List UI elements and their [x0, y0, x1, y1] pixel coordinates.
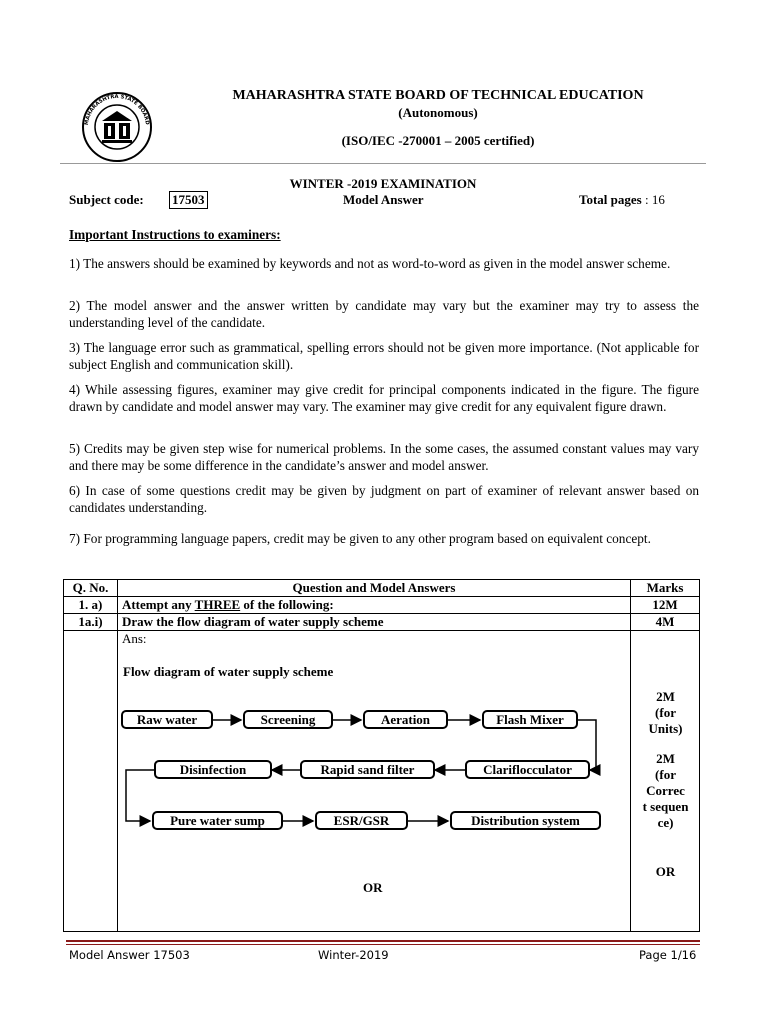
row-marks: 4M: [631, 614, 700, 631]
subject-code-value: 17503: [169, 191, 208, 209]
row-question-post: of the following:: [240, 597, 334, 612]
answer-label: Ans:: [121, 631, 147, 646]
header-qno: Q. No.: [64, 580, 118, 597]
diagram-title: Flow diagram of water supply scheme: [123, 664, 334, 679]
marks-units: [631, 689, 700, 737]
model-answer-label: Model Answer: [343, 192, 424, 207]
total-pages-value: : 16: [644, 192, 665, 207]
instruction-item: 2) The model answer and the answer written by candidate may vary but the examiner may try to assess the understanding level of the candidate.: [69, 298, 699, 330]
flow-box-clariflocculator: Clariflocculator: [465, 760, 590, 779]
flow-box-aeration: Aeration: [363, 710, 448, 729]
row-question: Draw the flow diagram of water supply scheme: [117, 614, 630, 631]
footer-right: Page 1/16: [639, 948, 697, 962]
board-title: MAHARASHTRA STATE BOARD OF TECHNICAL EDUCATION: [232, 88, 644, 103]
row-question-em: THREE: [194, 597, 241, 612]
marks-line: (for: [655, 767, 676, 782]
flow-box-rapid-sand-filter: Rapid sand filter: [300, 760, 435, 779]
instruction-item: 7) For programming language papers, credit may be given to any other program based on equivalent concept.: [69, 531, 651, 546]
flow-box-esr-gsr: ESR/GSR: [315, 811, 408, 830]
subject-code-label: Subject code:: [69, 192, 144, 207]
flow-box-disinfection: Disinfection: [154, 760, 272, 779]
board-autonomous: (Autonomous): [398, 105, 478, 120]
row-qno: 1a.i): [64, 614, 118, 631]
footer-rule-thick: [66, 940, 700, 942]
instruction-item: 5) Credits may be given step wise for numerical problems. In the some cases, the assumed constant values may vary and there may be some difference in the candidate’s answer and model answer.: [69, 441, 699, 473]
instruction-item: 6) In case of some questions credit may be given by judgment on part of examiner of relevant answer based on candidates understanding.: [69, 483, 699, 515]
logo-text: MAHARASHTRA STATE BOARD: [83, 93, 150, 126]
arrow-disinfection-to-sump: [126, 770, 154, 821]
marks-line: Correc: [646, 783, 685, 798]
total-pages-label: Total pages: [579, 192, 642, 207]
marks-line: Units): [648, 721, 683, 736]
footer-rule-thin: [66, 944, 700, 945]
marks-line: t sequen: [642, 799, 689, 814]
answer-or: OR: [363, 880, 383, 895]
board-certification: (ISO/IEC -270001 – 2005 certified): [341, 133, 535, 148]
header-answer: Question and Model Answers: [117, 580, 630, 597]
flow-box-screening: Screening: [243, 710, 333, 729]
header-marks: Marks: [631, 580, 700, 597]
flow-box-pure-water-sump: Pure water sump: [152, 811, 283, 830]
flow-box-flash-mixer: Flash Mixer: [482, 710, 578, 729]
instruction-item: 4) While assessing figures, examiner may give credit for principal components indicated in the figure. The figure drawn by candidate and model answer may vary. The examiner may give credit for any equivalent figure drawn.: [69, 382, 699, 414]
marks-line: ce): [657, 815, 674, 830]
flow-box-raw-water: Raw water: [121, 710, 213, 729]
marks-line: 2M: [656, 689, 675, 704]
instruction-item: 1) The answers should be examined by keywords and not as word-to-word as given in the model answer scheme.: [69, 256, 671, 271]
marks-line: (for: [655, 705, 676, 720]
flow-box-distribution-system: Distribution system: [450, 811, 601, 830]
marks-sequence: [631, 751, 700, 831]
footer-center: Winter-2019: [318, 948, 389, 962]
row-marks: 12M: [631, 597, 700, 614]
marks-line: 2M: [656, 751, 675, 766]
row-question-pre: Attempt any: [121, 597, 195, 612]
marks-or: OR: [655, 864, 676, 879]
row-qno: 1. a): [64, 597, 118, 614]
instructions-heading: Important Instructions to examiners:: [69, 227, 281, 242]
instruction-item: 3) The language error such as grammatical, spelling errors should not be given more importance. (Not applicable for subject English and communication skill).: [69, 340, 699, 372]
exam-title: WINTER -2019 EXAMINATION: [289, 176, 477, 191]
footer-left: Model Answer 17503: [69, 948, 190, 962]
